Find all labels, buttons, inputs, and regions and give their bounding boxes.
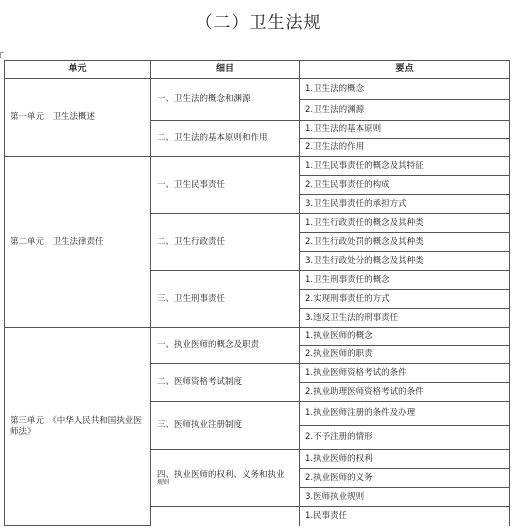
point-cell: 2.卫生行政处罚的概念及其种类 bbox=[300, 233, 510, 252]
point-cell: 1.卫生法的基本原则 bbox=[300, 121, 510, 139]
point-cell: 3.卫生行政处分的概念及其种类 bbox=[300, 252, 510, 271]
point-cell: 3.卫生民事责任的承担方式 bbox=[300, 195, 510, 214]
point-cell: 3.违反卫生法的刑事责任 bbox=[300, 309, 510, 328]
page-title: （二）卫生法规 bbox=[195, 13, 322, 33]
header-points: 要点 bbox=[300, 61, 510, 79]
point-cell: 1.执业医师注册的条件及办理 bbox=[300, 402, 510, 426]
subject-cell: 二、卫生法的基本原则和作用 bbox=[151, 121, 300, 157]
syllabus-table bbox=[4, 60, 510, 526]
subject-cell: 一、执业医师的概念及职责 bbox=[151, 328, 300, 364]
point-cell: 2.卫生民事责任的构成 bbox=[300, 176, 510, 195]
point-cell: 1.卫生民事责任的概念及其特征 bbox=[300, 157, 510, 176]
table-row bbox=[5, 157, 510, 176]
point-cell: 2.执业医师的义务 bbox=[300, 469, 510, 488]
table-handle bbox=[0, 52, 4, 58]
subject-cell: 二、医师资格考试制度 bbox=[151, 364, 300, 402]
subject-cell: 二、卫生行政责任 bbox=[151, 214, 300, 271]
point-cell: 2.执业医师的职责 bbox=[300, 346, 510, 364]
subject-cell: 一、卫生法的概念和渊源 bbox=[151, 79, 300, 121]
subject-cell bbox=[151, 450, 300, 507]
point-cell: 2.实现刑事责任的方式 bbox=[300, 290, 510, 309]
table-row bbox=[5, 79, 510, 100]
point-cell: 1.卫生法的概念 bbox=[300, 79, 510, 100]
subject-cell: 一、卫生民事责任 bbox=[151, 157, 300, 214]
point-cell: 2.卫生法的作用 bbox=[300, 139, 510, 157]
subject-label-continuation: 规则 bbox=[157, 479, 170, 487]
unit-cell: 第一单元 卫生法概述 bbox=[5, 79, 151, 157]
point-cell: 1.执业医师的权利 bbox=[300, 450, 510, 469]
unit-cell: 第二单元 卫生法律责任 bbox=[5, 157, 151, 328]
subject-cell: 三、卫生刑事责任 bbox=[151, 271, 300, 328]
point-cell: 1.执业医师的概念 bbox=[300, 328, 510, 346]
header-subject: 细目 bbox=[151, 61, 300, 79]
subject-cell bbox=[151, 507, 300, 526]
table-row bbox=[5, 328, 510, 346]
subject-label: 四、执业医师的权利、义务和执业 bbox=[157, 469, 285, 480]
point-cell: 2.执业助理医师资格考试的条件 bbox=[300, 383, 510, 402]
point-cell: 1.执业医师资格考试的条件 bbox=[300, 364, 510, 383]
unit-cell: 第三单元 《中华人民共和国执业医师法》 bbox=[5, 328, 151, 526]
point-cell: 3.医师执业规则 bbox=[300, 488, 510, 507]
point-cell: 1.卫生行政责任的概念及其种类 bbox=[300, 214, 510, 233]
table-header-row bbox=[5, 61, 510, 79]
point-cell: 1.卫生刑事责任的概念 bbox=[300, 271, 510, 290]
point-cell: 2.卫生法的渊源 bbox=[300, 100, 510, 121]
subject-cell: 三、医师执业注册制度 bbox=[151, 402, 300, 450]
header-unit: 单元 bbox=[5, 61, 151, 79]
point-cell: 2.不予注册的情形 bbox=[300, 426, 510, 450]
point-cell: 1.民事责任 bbox=[300, 507, 510, 526]
